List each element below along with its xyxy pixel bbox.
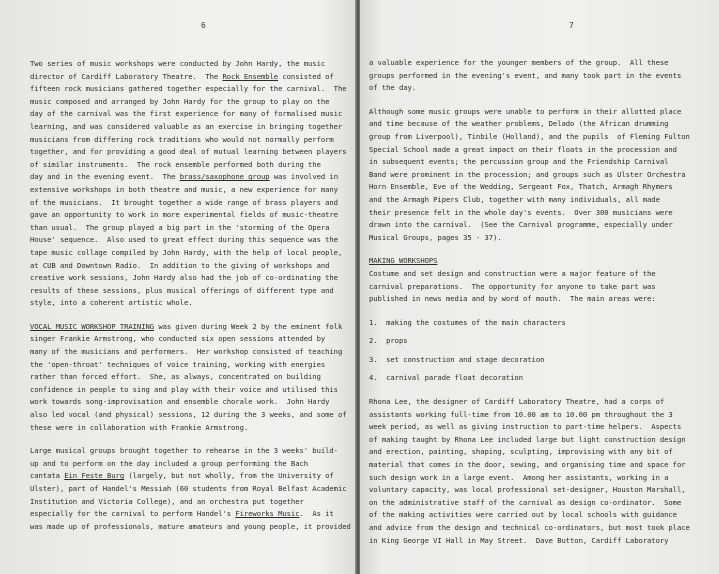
text-line: House' sequence. Also used to great effect during this sequence was the: [30, 235, 338, 245]
text-line: in subsequent events; the percussion group and the Friendship Carnival: [369, 157, 669, 167]
text-line: Institution and Victoria College), and an orchestra put together: [30, 496, 304, 506]
list-item: 4. carnival parade float decoration: [369, 373, 523, 383]
text-line: fifteen rock musicians gathered together especially for the carnival. The: [30, 84, 347, 94]
text-line: of making taught by Rhona Lee included large but light construction design: [369, 434, 686, 444]
text-line: singer Frankie Armstrong, who conducted six open sessions attended by: [30, 334, 326, 344]
text-line: confidence in people to sing and play with their voice and utilised this: [30, 384, 338, 394]
text-line: and the Armagh Pipers Club, together with many individuals, all made: [369, 194, 660, 204]
text-line: of the making activities were carried out by local schools with guidance: [369, 510, 677, 520]
text-line: on the administrative staff of the carnival as design co-ordinator. Some: [369, 497, 682, 507]
text-line: of the day.: [369, 83, 417, 93]
right-paragraph-younger-members: [369, 57, 714, 95]
text-line: musicians from differing rock traditions who would not normally perform: [30, 134, 334, 144]
text-line: carnival preparations. The opportunity for anyone to take part was: [369, 281, 656, 291]
text-line: gave an opportunity to work in more experimental fields of music-theatre: [30, 210, 338, 220]
text-line: up and to perform on the day included a group performing the Bach: [30, 458, 309, 468]
text-line: drawn into the carnival. (See the Carnival programme, especially under: [369, 220, 673, 230]
text-line: was made up of professionals, mature amateurs and young people, it provided: [30, 521, 351, 531]
cantata-title: Ein Feste Burg: [64, 471, 125, 481]
text-line: tape music collage compiled by John Hardy, with the help of local people,: [30, 247, 343, 257]
text-line: Two series of music workshops were conducted by John Hardy, the music: [30, 59, 326, 68]
text-line: material that comes in the door, sewing, and organising time and space for: [369, 460, 686, 470]
text-line: group from Liverpool), Tinbile (Holland), and the pupils of Fleming Fulton: [369, 131, 690, 141]
list-item: 1. making the costumes of the main characters: [369, 317, 566, 327]
text-line: Costume and set design and construction were a major feature of the: [369, 268, 656, 278]
text-line: and erection, painting, shaping, sculpting, improvising with any bit of: [369, 447, 673, 457]
text-line: Musical Groups, pages 35 - 37).: [369, 232, 502, 242]
right-page-text: [369, 57, 714, 558]
text-line: these were in collaboration with Frankie Armstrong.: [30, 422, 249, 432]
text-line: than usual. The group played a big part in the 'storming of the Opera: [30, 222, 330, 232]
text-line: director of Cardiff Laboratory Theatre. The Rock Ensemble consisted of: [30, 71, 334, 81]
text-line: also led vocal (and physical) sessions, 12 during the 3 weeks, and some of: [30, 410, 347, 420]
list-item: 3. set construction and stage decoration: [369, 354, 545, 364]
text-line: learning, and was considered valuable as an exercise in bringing together: [30, 121, 343, 131]
text-line: Although some music groups were unable to perform in their allotted place: [369, 106, 682, 116]
text-line: rather than forced effort. She, as always, concentrated on building: [30, 372, 321, 382]
text-line: Special School made a great impact on their floats in the procession and: [369, 144, 677, 154]
right-paragraph-costume: [369, 268, 714, 306]
text-line: assistants working full-time from 10.00 am to 10.00 pm throughout the 3: [369, 409, 673, 419]
right-page: [360, 0, 719, 574]
text-line: VOCAL MUSIC WORKSHOP TRAINING was given during Week 2 by the eminent folk: [30, 321, 343, 331]
page-number-right: 7: [569, 21, 574, 30]
fireworks-music-title: Fireworks Music: [235, 509, 300, 519]
left-paragraph-music-workshops: [30, 58, 356, 310]
text-line: Horn Ensemble, Eve of the Wedding, Sergeant Fox, Thatch, Armagh Rhymers: [369, 182, 673, 192]
text-line: many of the musicians and performers. Her workshop consisted of teaching: [30, 347, 343, 357]
text-line: in King George VI Hall in May Street. Dave Button, Cardiff Laboratory: [369, 535, 669, 545]
text-line: such design work in a large event. Among her assistants, working in a: [369, 472, 669, 482]
text-line: style, into a coherent artistic whole.: [30, 298, 193, 308]
text-line: and time because of the weather problems, Delado (the African drumming: [369, 119, 669, 129]
text-line: week period, as well as giving instruction to part-time helpers. Aspects: [369, 422, 682, 432]
vocal-workshop-heading: VOCAL MUSIC WORKSHOP TRAINING: [30, 321, 155, 331]
text-line: creative work sessions, John Hardy also had the job of co-ordinating the: [30, 273, 338, 283]
text-line: and advice from the design and technical co-ordinators, but most took place: [369, 523, 690, 532]
brass-group-term: brass/saxophone group: [179, 172, 270, 182]
text-line: Ulster), part of Handel's Messiah (60 students from Royal Belfast Academic: [30, 484, 347, 493]
page-number-left: 6: [201, 21, 206, 30]
text-line: cantata Ein Feste Burg (largely, but not wholly, from the University of: [30, 471, 334, 481]
left-paragraph-vocal-workshop: [30, 321, 356, 434]
text-line: voluntary capacity, was local professional set-designer, Houston Marshall,: [369, 485, 686, 495]
text-line: results of these sessions, plus musical offerings of different type and: [30, 285, 334, 295]
text-line: at CUB and Downtown Radio. In addition to the giving of workshops and: [30, 260, 330, 270]
text-line: Band were prominent in the procession; and groups such as Ulster Orchestra: [369, 169, 686, 179]
text-line: of similar instruments. The rock ensemble performed both during the: [30, 159, 321, 169]
text-line: especially for the carnival to perform Handel's Fireworks Music. As it: [30, 509, 334, 519]
text-line: published in news media and by word of mouth. The main areas were:: [369, 294, 656, 304]
text-line: music composed and arranged by John Hardy for the group to play on the: [30, 96, 330, 106]
text-line: Large musical groups brought together to rehearse in the 3 weeks' build-: [30, 446, 338, 456]
text-line: their presence felt in the whole day's events. Over 300 musicians were: [369, 207, 673, 217]
list-item: 2. props: [369, 336, 408, 346]
left-page-text: [30, 58, 356, 544]
right-paragraph-rhona-lee: [369, 396, 714, 547]
text-line: groups performed in the evening's event, and many took part in the events: [369, 70, 682, 80]
text-line: a valuable experience for the younger members of the group. All these: [369, 58, 669, 67]
text-line: work towards song-improvisation and ensemble chorale work. John Hardy: [30, 397, 330, 407]
making-areas-list: [369, 317, 714, 385]
left-paragraph-large-groups: [30, 445, 356, 533]
text-line: together, and for providing a good deal of mutual learning between players: [30, 147, 347, 157]
left-page: [0, 0, 356, 574]
rock-ensemble-term: Rock Ensemble: [222, 71, 279, 81]
text-line: of the musicians. It brought together a wide range of brass players and: [30, 197, 338, 207]
text-line: Rhona Lee, the designer of Cardiff Laboratory Theatre, had a corps of: [369, 397, 665, 407]
text-line: day of the carnival was the first experience for many of formalised music: [30, 109, 343, 119]
text-line: extensive workshops in both theatre and music, a new experience for many: [30, 184, 338, 194]
text-line: day and in the evening event. The brass/saxophone group was involved in: [30, 172, 338, 182]
making-workshops-heading: MAKING WORKSHOPS: [369, 256, 438, 266]
right-paragraph-music-groups: [369, 106, 714, 245]
text-line: the 'open-throat' techniques of voice training, working with energies: [30, 359, 326, 369]
